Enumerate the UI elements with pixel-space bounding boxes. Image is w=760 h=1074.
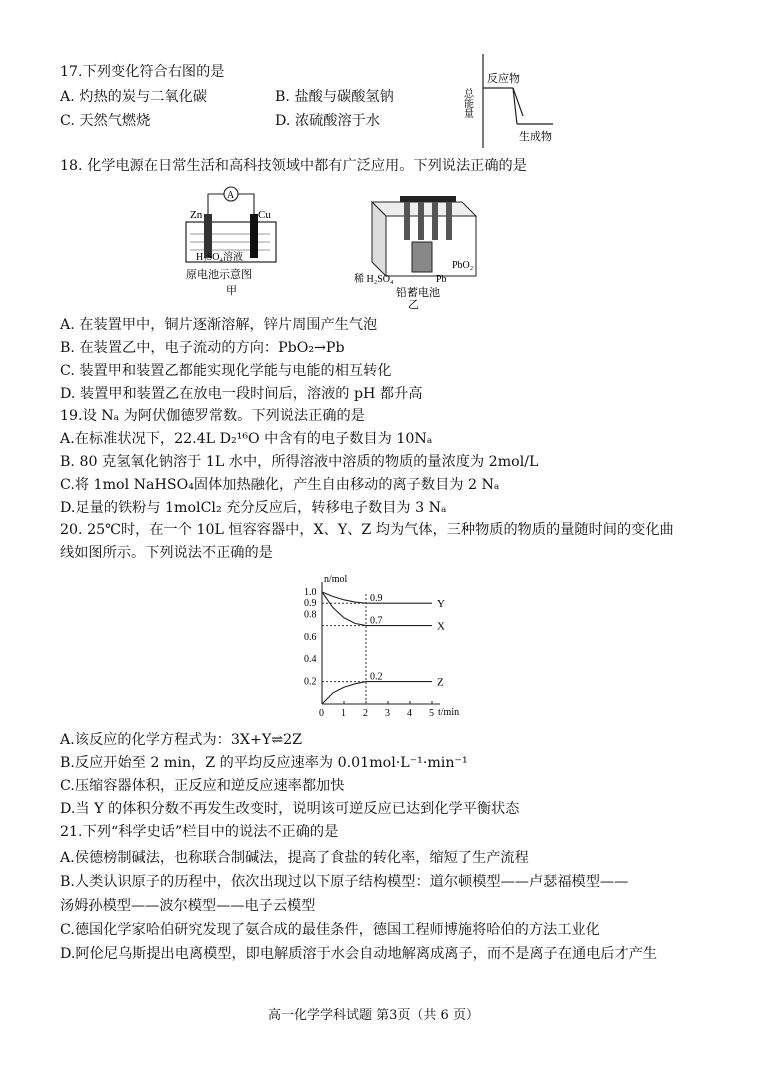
y-tick-label: 0.8 xyxy=(304,609,317,621)
q19-option-c: C.将 1mol NaHSO₄固体加热融化，产生自由移动的离子数目为 2 Nₐ xyxy=(60,477,500,493)
q20-option-c: C.压缩容器体积，正反应和逆反应速率都加快 xyxy=(60,778,345,794)
q21-option-a: A.侯德榜制碱法，也称联合制碱法，提高了食盐的转化率，缩短了生产流程 xyxy=(60,850,529,866)
fig-a-sublabel: 甲 xyxy=(226,285,237,297)
pbo2-label: PbO₂ xyxy=(452,260,474,271)
galvanic-cell-figure xyxy=(180,182,280,302)
data-label-z: 0.2 xyxy=(370,671,383,683)
q18-option-b: B. 在装置乙中，电子流动的方向：PbO₂→Pb xyxy=(60,340,345,356)
series-label-x: X xyxy=(437,620,445,633)
y-tick-label: 0.9 xyxy=(304,598,317,610)
y-tick-label: 0.4 xyxy=(304,654,317,666)
q19-option-a: A.在标准状况下，22.4L D₂¹⁶O 中含有的电子数目为 10Nₐ xyxy=(60,431,433,447)
q20-option-d: D.当 Y 的体积分数不再发生改变时，说明该可逆反应已达到化学平衡状态 xyxy=(60,801,520,817)
x-tick-label: 2 xyxy=(363,708,368,719)
y-tick-label: 1.0 xyxy=(304,587,317,598)
q21-stem: 21.下列“科学史话”栏目中的说法不正确的是 xyxy=(60,824,339,840)
y-axis-label: n/mol xyxy=(324,574,348,585)
x-tick-label: 0 xyxy=(319,708,324,719)
series-label-z: Z xyxy=(437,676,444,689)
q21-option-c: C.德国化学家哈伯研究发现了氨合成的最佳条件，德国工程师博施将哈伯的方法工业化 xyxy=(60,922,600,938)
q17-option-b: B. 盐酸与碳酸氢钠 xyxy=(275,89,394,105)
ammeter-label: A xyxy=(227,190,235,201)
data-label-x: 0.7 xyxy=(370,615,383,627)
series-label-y: Y xyxy=(437,598,445,611)
zn-label: Zn xyxy=(190,209,203,221)
x-tick-label: 4 xyxy=(407,708,412,719)
lead-acid-battery-figure xyxy=(352,182,482,310)
mol-time-chart xyxy=(298,572,460,722)
x-tick-label: 1 xyxy=(341,708,346,719)
q17-option-a: A. 灼热的炭与二氧化碳 xyxy=(60,89,207,105)
q17-option-c: C. 天然气燃烧 xyxy=(60,113,151,129)
energy-diagram xyxy=(455,48,565,153)
data-label-y: 0.9 xyxy=(370,593,383,605)
cu-label: Cu xyxy=(258,209,271,221)
acid-label: 稀 H₂SO₄ xyxy=(354,274,394,285)
q19-stem: 19.设 Nₐ 为阿伏伽德罗常数。下列说法正确的是 xyxy=(60,408,365,424)
q19-option-d: D.足量的铁粉与 1molCl₂ 充分反应后，转移电子数目为 3 Nₐ xyxy=(60,500,447,516)
solution-label: H₂SO₄溶液 xyxy=(196,252,243,263)
q19-option-b: B. 80 克氢氧化钠溶于 1L 水中，所得溶液中溶质的物质的量浓度为 2mol/L xyxy=(60,454,539,470)
x-tick-label: 5 xyxy=(429,708,434,719)
energy-product-label: 生成物 xyxy=(519,131,552,143)
q20-option-b: B.反应开始至 2 min，Z 的平均反应速率为 0.01mol·L⁻¹·min⁻¹ xyxy=(60,755,468,771)
q18-stem: 18. 化学电源在日常生活和高科技领域中都有广泛应用。下列说法正确的是 xyxy=(60,158,527,174)
x-axis-label: t/min xyxy=(438,707,460,718)
energy-ylabel: 总能量 xyxy=(461,88,473,118)
y-tick-label: 0.2 xyxy=(304,676,317,688)
x-tick-label: 3 xyxy=(385,708,390,719)
q21-option-b-line2: 汤姆孙模型——波尔模型——电子云模型 xyxy=(60,898,316,914)
fig-b-caption: 铅蓄电池 xyxy=(396,287,440,299)
page-footer: 高一化学学科试题 第3页（共 6 页） xyxy=(268,1008,479,1023)
q20-stem-line2: 线如图所示。下列说法不正确的是 xyxy=(60,545,273,561)
q18-option-a: A. 在装置甲中，铜片逐渐溶解，锌片周围产生气泡 xyxy=(60,317,378,333)
series-line-z xyxy=(322,682,432,704)
q21-option-b-line1: B.人类认识原子的历程中，依次出现过以下原子结构模型：道尔顿模型——卢瑟福模型—— xyxy=(60,874,629,890)
fig-a-caption: 原电池示意图 xyxy=(186,269,252,281)
energy-reactant-label: 反应物 xyxy=(487,73,520,85)
q17-stem: 17.下列变化符合右图的是 xyxy=(60,64,225,80)
fig-b-sublabel: 乙 xyxy=(408,299,419,310)
q21-option-d: D.阿伦尼乌斯提出电离模型，即电解质溶于水会自动地解离成离子，而不是离子在通电后才产生 xyxy=(60,946,658,962)
y-tick-label: 0.6 xyxy=(304,631,317,643)
pb-label: Pb xyxy=(436,274,447,285)
q18-option-c: C. 装置甲和装置乙都能实现化学能与电能的相互转化 xyxy=(60,363,392,379)
q18-option-d: D. 装置甲和装置乙在放电一段时间后，溶液的 pH 都升高 xyxy=(60,386,423,402)
q20-option-a: A.该反应的化学方程式为：3X+Y⇌2Z xyxy=(60,732,302,748)
q17-option-d: D. 浓硫酸溶于水 xyxy=(275,113,381,129)
q20-stem-line1: 20. 25℃时，在一个 10L 恒容容器中，X、Y、Z 均为气体，三种物质的物质的量随时间的变化曲 xyxy=(60,522,674,538)
